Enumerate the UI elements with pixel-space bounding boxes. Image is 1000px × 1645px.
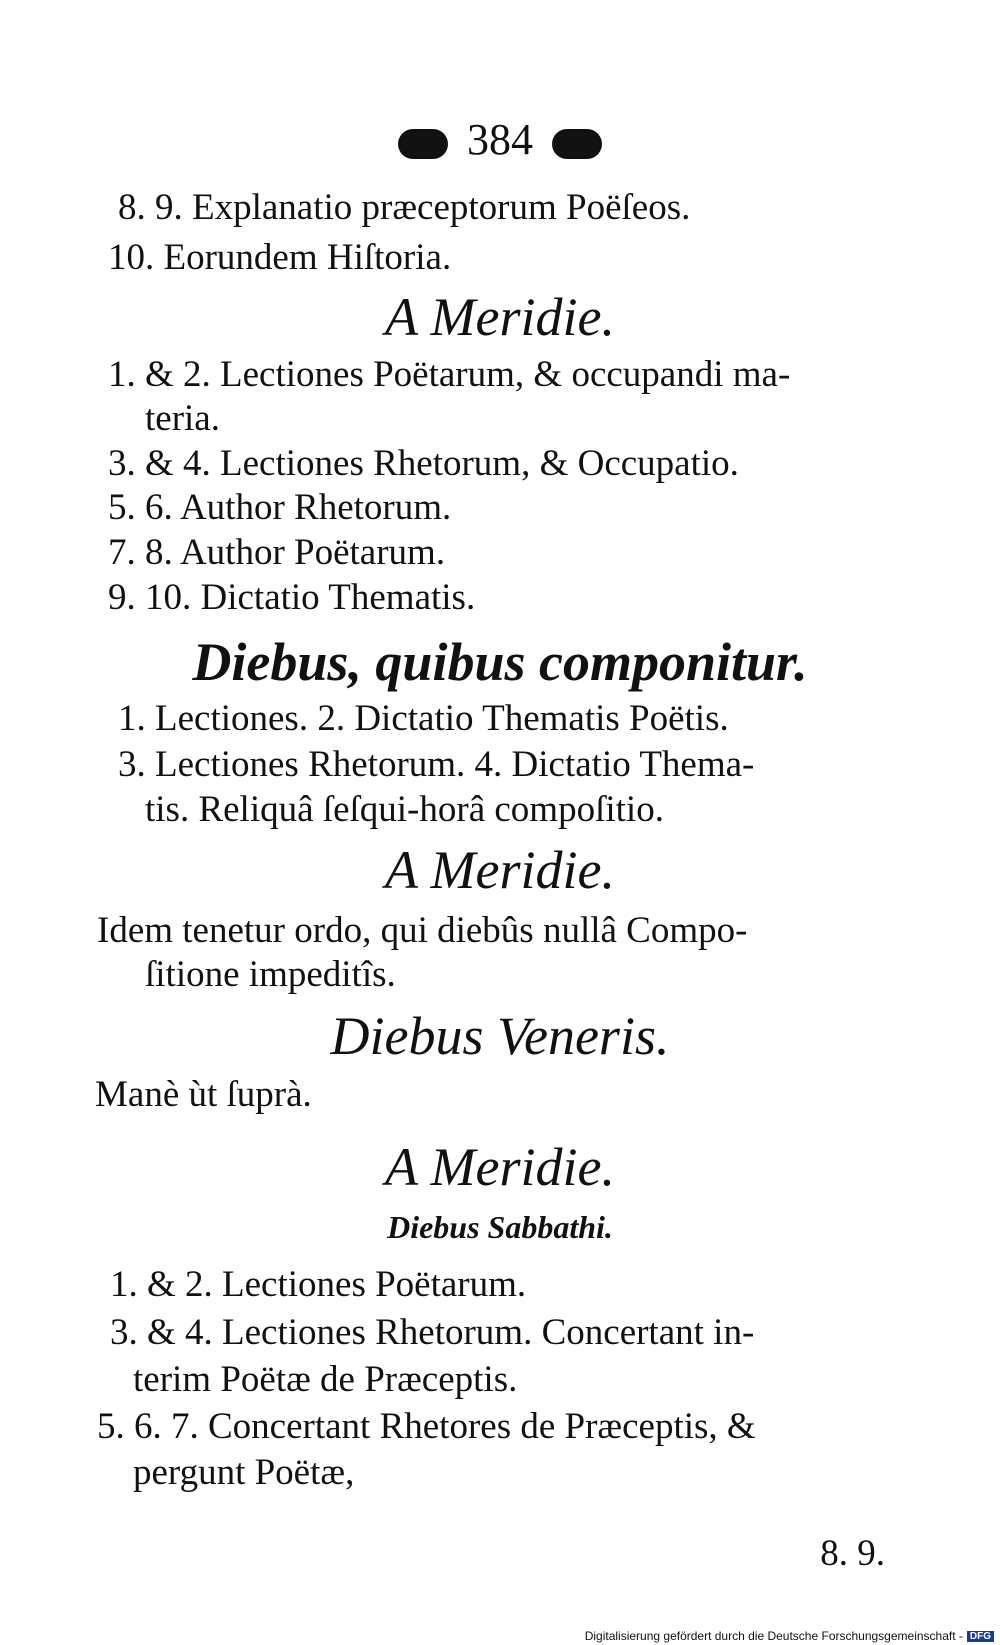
text-line: ſitione impeditîs.: [145, 954, 396, 995]
section-heading: A Meridie.: [385, 1137, 615, 1197]
footer: [579, 1627, 1000, 1645]
section-heading: Diebus Veneris.: [330, 1006, 670, 1066]
text-line: 10. Eorundem Hiſtoria.: [108, 237, 452, 278]
page-number: 384: [467, 115, 533, 164]
text-line: 5. 6. 7. Concertant Rhetores de Præceptis, &: [97, 1406, 756, 1447]
section-heading: Diebus, quibus componitur.: [192, 632, 808, 692]
text-line: tis. Reliquâ ſeſqui-horâ compoſitio.: [145, 789, 664, 830]
dfg-logo: DFG: [967, 1631, 994, 1642]
text-line: pergunt Poëtæ,: [133, 1452, 355, 1493]
text-line: 3. & 4. Lectiones Rhetorum, & Occupatio.: [108, 443, 739, 484]
text-line: terim Poëtæ de Præceptis.: [133, 1359, 518, 1400]
page-header: [0, 112, 1000, 168]
text-line: 3. & 4. Lectiones Rhetorum. Concertant in-: [110, 1312, 755, 1353]
text-line: 8. 9. Explanatio præceptorum Poëſeos.: [118, 187, 691, 228]
ornament-right-icon: [552, 129, 602, 159]
section-heading: A Meridie.: [385, 287, 615, 347]
ornament-left-icon: [398, 129, 448, 159]
text-line: 7. 8. Author Poëtarum.: [108, 532, 446, 573]
section-heading: A Meridie.: [385, 840, 615, 900]
text-line: Idem tenetur ordo, qui diebûs nullâ Compo-: [97, 910, 748, 951]
text-line: 9. 10. Dictatio Thematis.: [108, 577, 476, 618]
footer-text: Digitalisierung gefördert durch die Deutsche Forschungsgemeinschaft -: [584, 1629, 963, 1643]
text-line: 5. 6. Author Rhetorum.: [108, 487, 452, 528]
text-line: 1. Lectiones. 2. Dictatio Thematis Poëtis.: [118, 698, 729, 739]
text-line: 1. & 2. Lectiones Poëtarum, & occupandi ma-: [108, 354, 791, 395]
text-line: teria.: [145, 398, 220, 439]
catchword: 8. 9.: [820, 1533, 885, 1574]
text-line: 1. & 2. Lectiones Poëtarum.: [110, 1264, 527, 1305]
text-line: 3. Lectiones Rhetorum. 4. Dictatio Thema-: [118, 744, 755, 785]
text-line: Manè ùt ſuprà.: [95, 1074, 312, 1115]
section-heading: Diebus Sabbathi.: [387, 1209, 613, 1245]
